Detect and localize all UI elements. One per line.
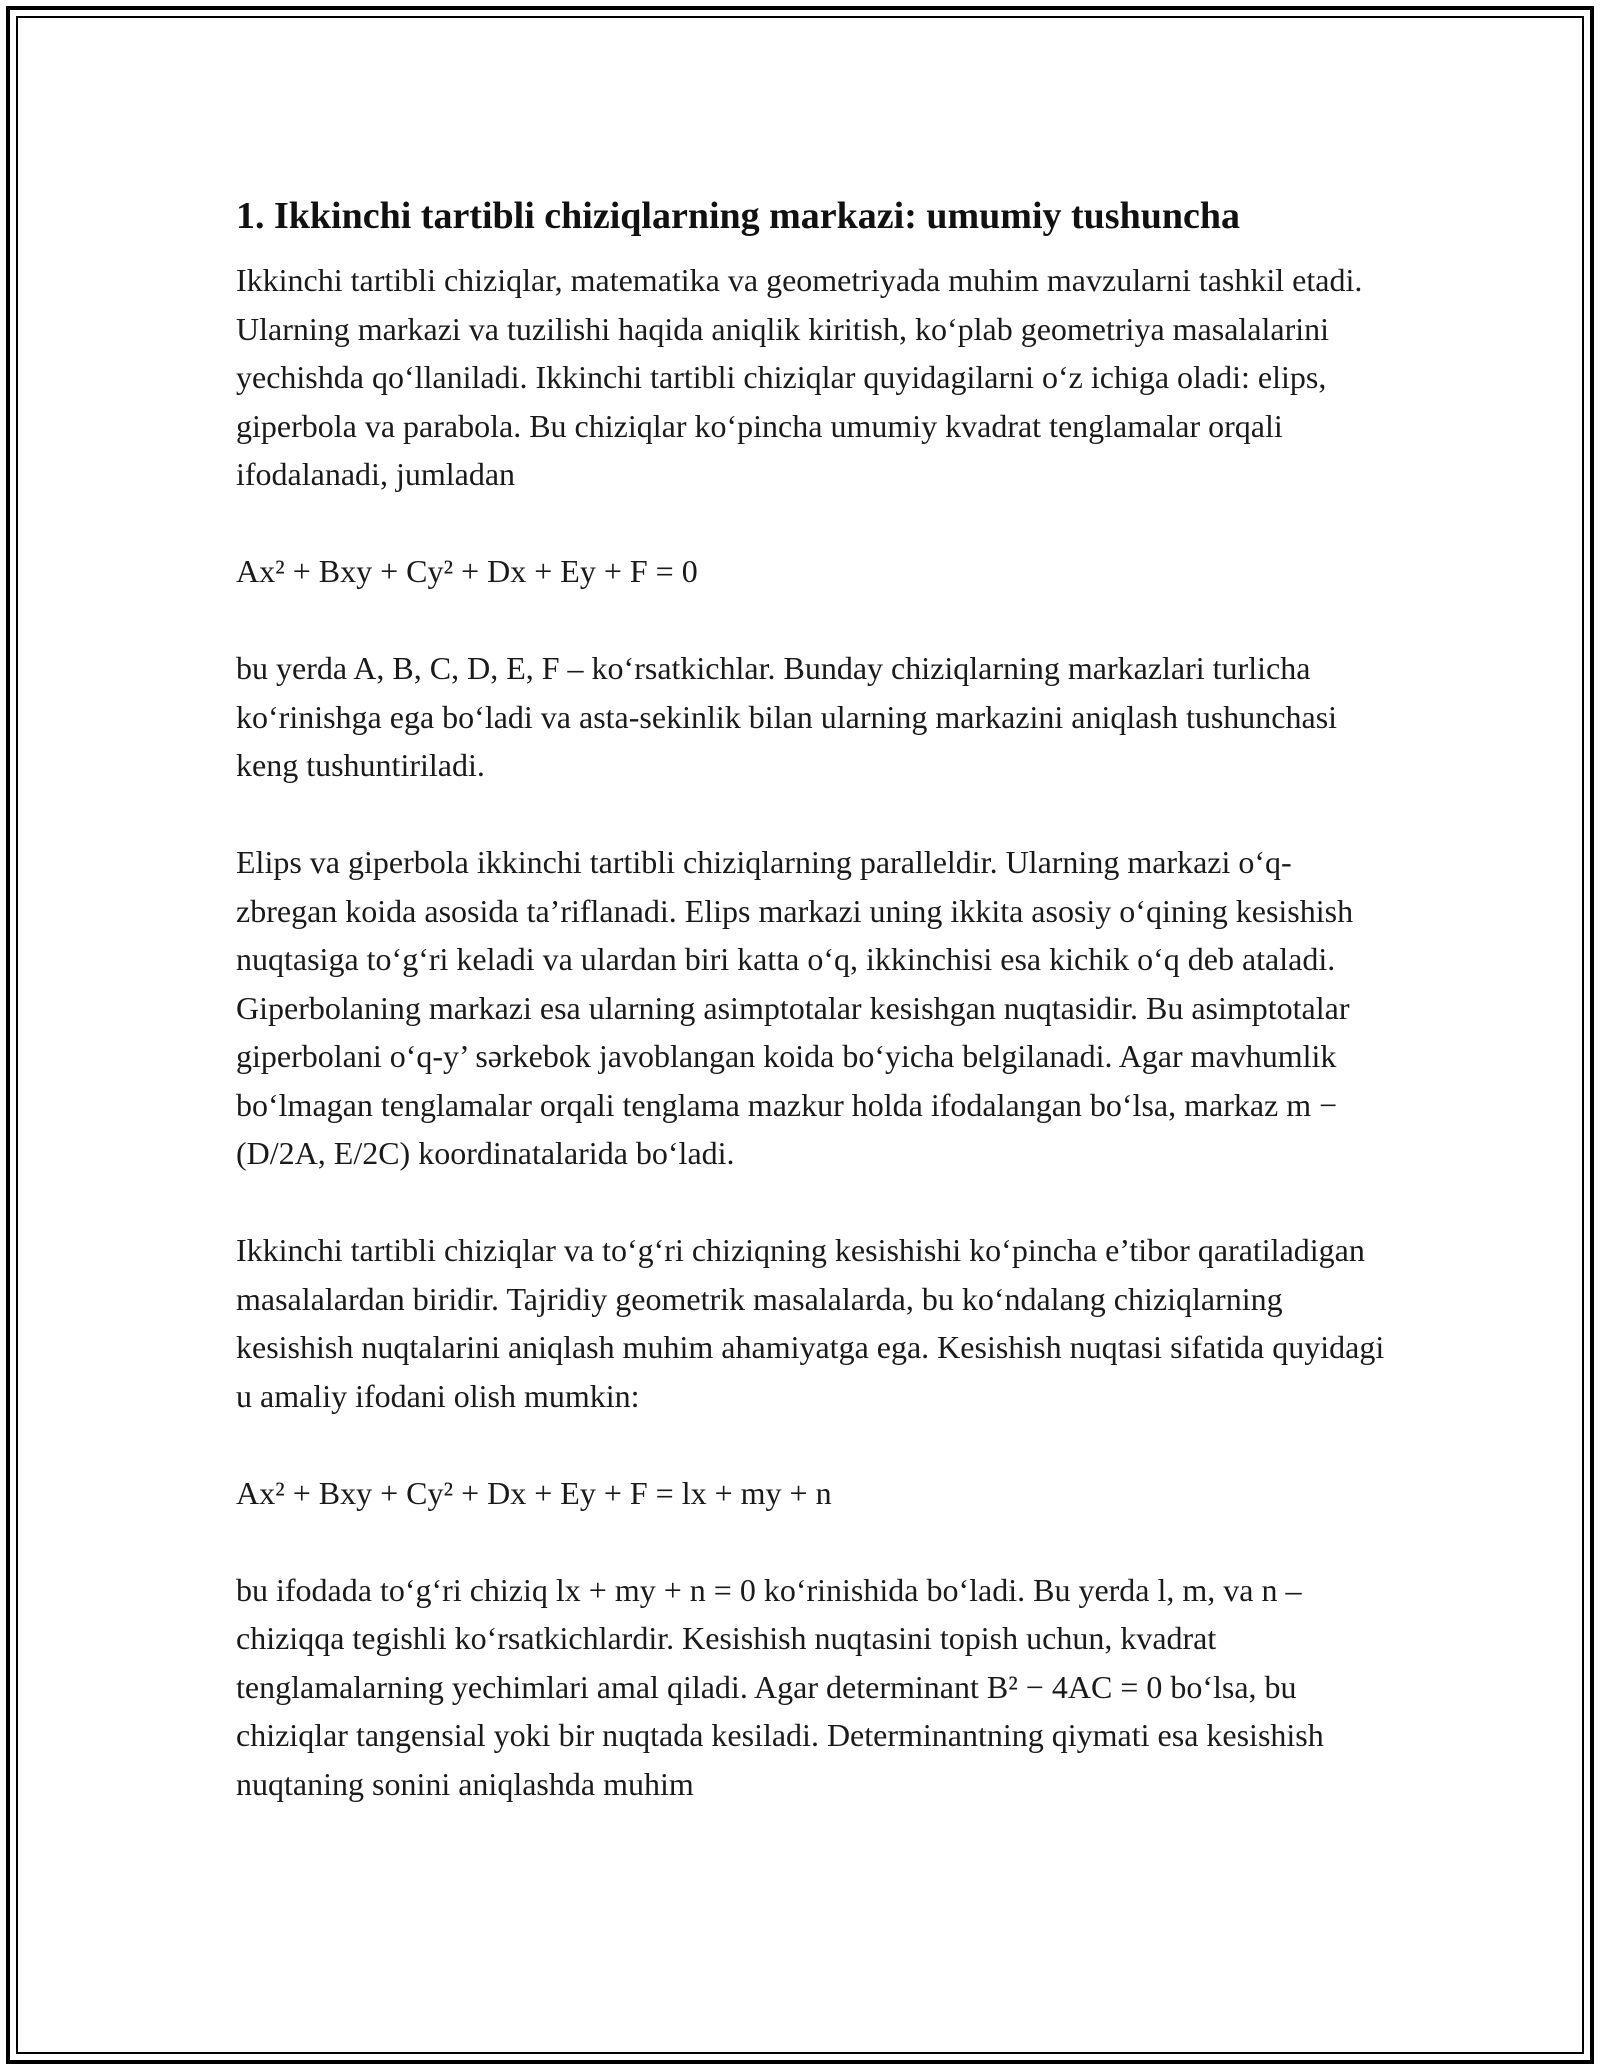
equation-general-conic: Ax² + Bxy + Cy² + Dx + Ey + F = 0 <box>236 553 698 589</box>
paragraph-intersection: Ikkinchi tartibli chiziqlar va to‘g‘ri chiziqning kesishishi ko‘pincha e’tibor qaratiladigan masalalardan biridir. Tajridiy geometrik masalalarda, bu ko‘ndalang chiziqlarning kesishish nuqtalarini aniqlash muhim ahamiyatga ega. Kesishish nuqtasi sifatida quyidagi u amaliy ifodani olish mumkin: <box>236 1232 1385 1414</box>
section-heading: 1. Ikkinchi tartibli chiziqlarning markazi: umumiy tushuncha <box>236 195 1240 237</box>
paragraph-ellipse-hyperbola: Elips va giperbola ikkinchi tartibli chiziqlarning paralleldir. Ularning markazi o‘q-zbregan koida asosida ta’riflanadi. Elips markazi uning ikkita asosiy o‘qining kesishish nuqtasiga to‘g‘ri keladi va ulardan biri katta o‘q, ikkinchisi esa kichik o‘q deb ataladi. Giperbolaning markazi esa ularning asimptotalar kesishgan nuqtasidir. Bu asimptotalar giperbolani o‘q-y’ sərkebok javoblangan koida bo‘yicha belgilanadi. Agar mavhumlik bo‘lmagan tenglamalar orqali tenglama mazkur holda ifodalangan bo‘lsa, markaz m −(D/2A, E/2C) koordinatalarida bo‘ladi. <box>236 844 1354 1171</box>
document-body <box>236 190 1386 1808</box>
paragraph-intro: Ikkinchi tartibli chiziqlar, matematika va geometriyada muhim mavzularni tashkil etadi. Ularning markazi va tuzilishi haqida aniqlik kiritish, ko‘plab geometriya masalalarini yechishda qo‘llaniladi. Ikkinchi tartibli chiziqlar quyidagilarni o‘z ichiga oladi: elips, giperbola va parabola. Bu chiziqlar ko‘pincha umumiy kvadrat tenglamalar orqali ifodalanadi, jumladan <box>236 262 1363 492</box>
equation-intersection: Ax² + Bxy + Cy² + Dx + Ey + F = lx + my + n <box>236 1474 832 1511</box>
paragraph-coefficients: bu yerda A, B, C, D, E, F – ko‘rsatkichlar. Bunday chiziqlarning markazlari turlicha ko‘rinishga ega bo‘ladi va asta-sekinlik bilan ularning markazini aniqlash tushunchasi keng tushuntiriladi. <box>236 650 1338 783</box>
paragraph-determinant: bu ifodada to‘g‘ri chiziq lx + my + n = 0 ko‘rinishida bo‘ladi. Bu yerda l, m, va n – chiziqqa tegishli ko‘rsatkichlardir. Kesishish nuqtasini topish uchun, kvadrat tenglamalarning yechimlari amal qiladi. Agar determinant B² − 4AC = 0 bo‘lsa, bu chiziqlar tangensial yoki bir nuqtada kesiladi. Determinantning qiymati esa kesishish nuqtaning sonini aniqlashda muhim <box>236 1571 1324 1802</box>
